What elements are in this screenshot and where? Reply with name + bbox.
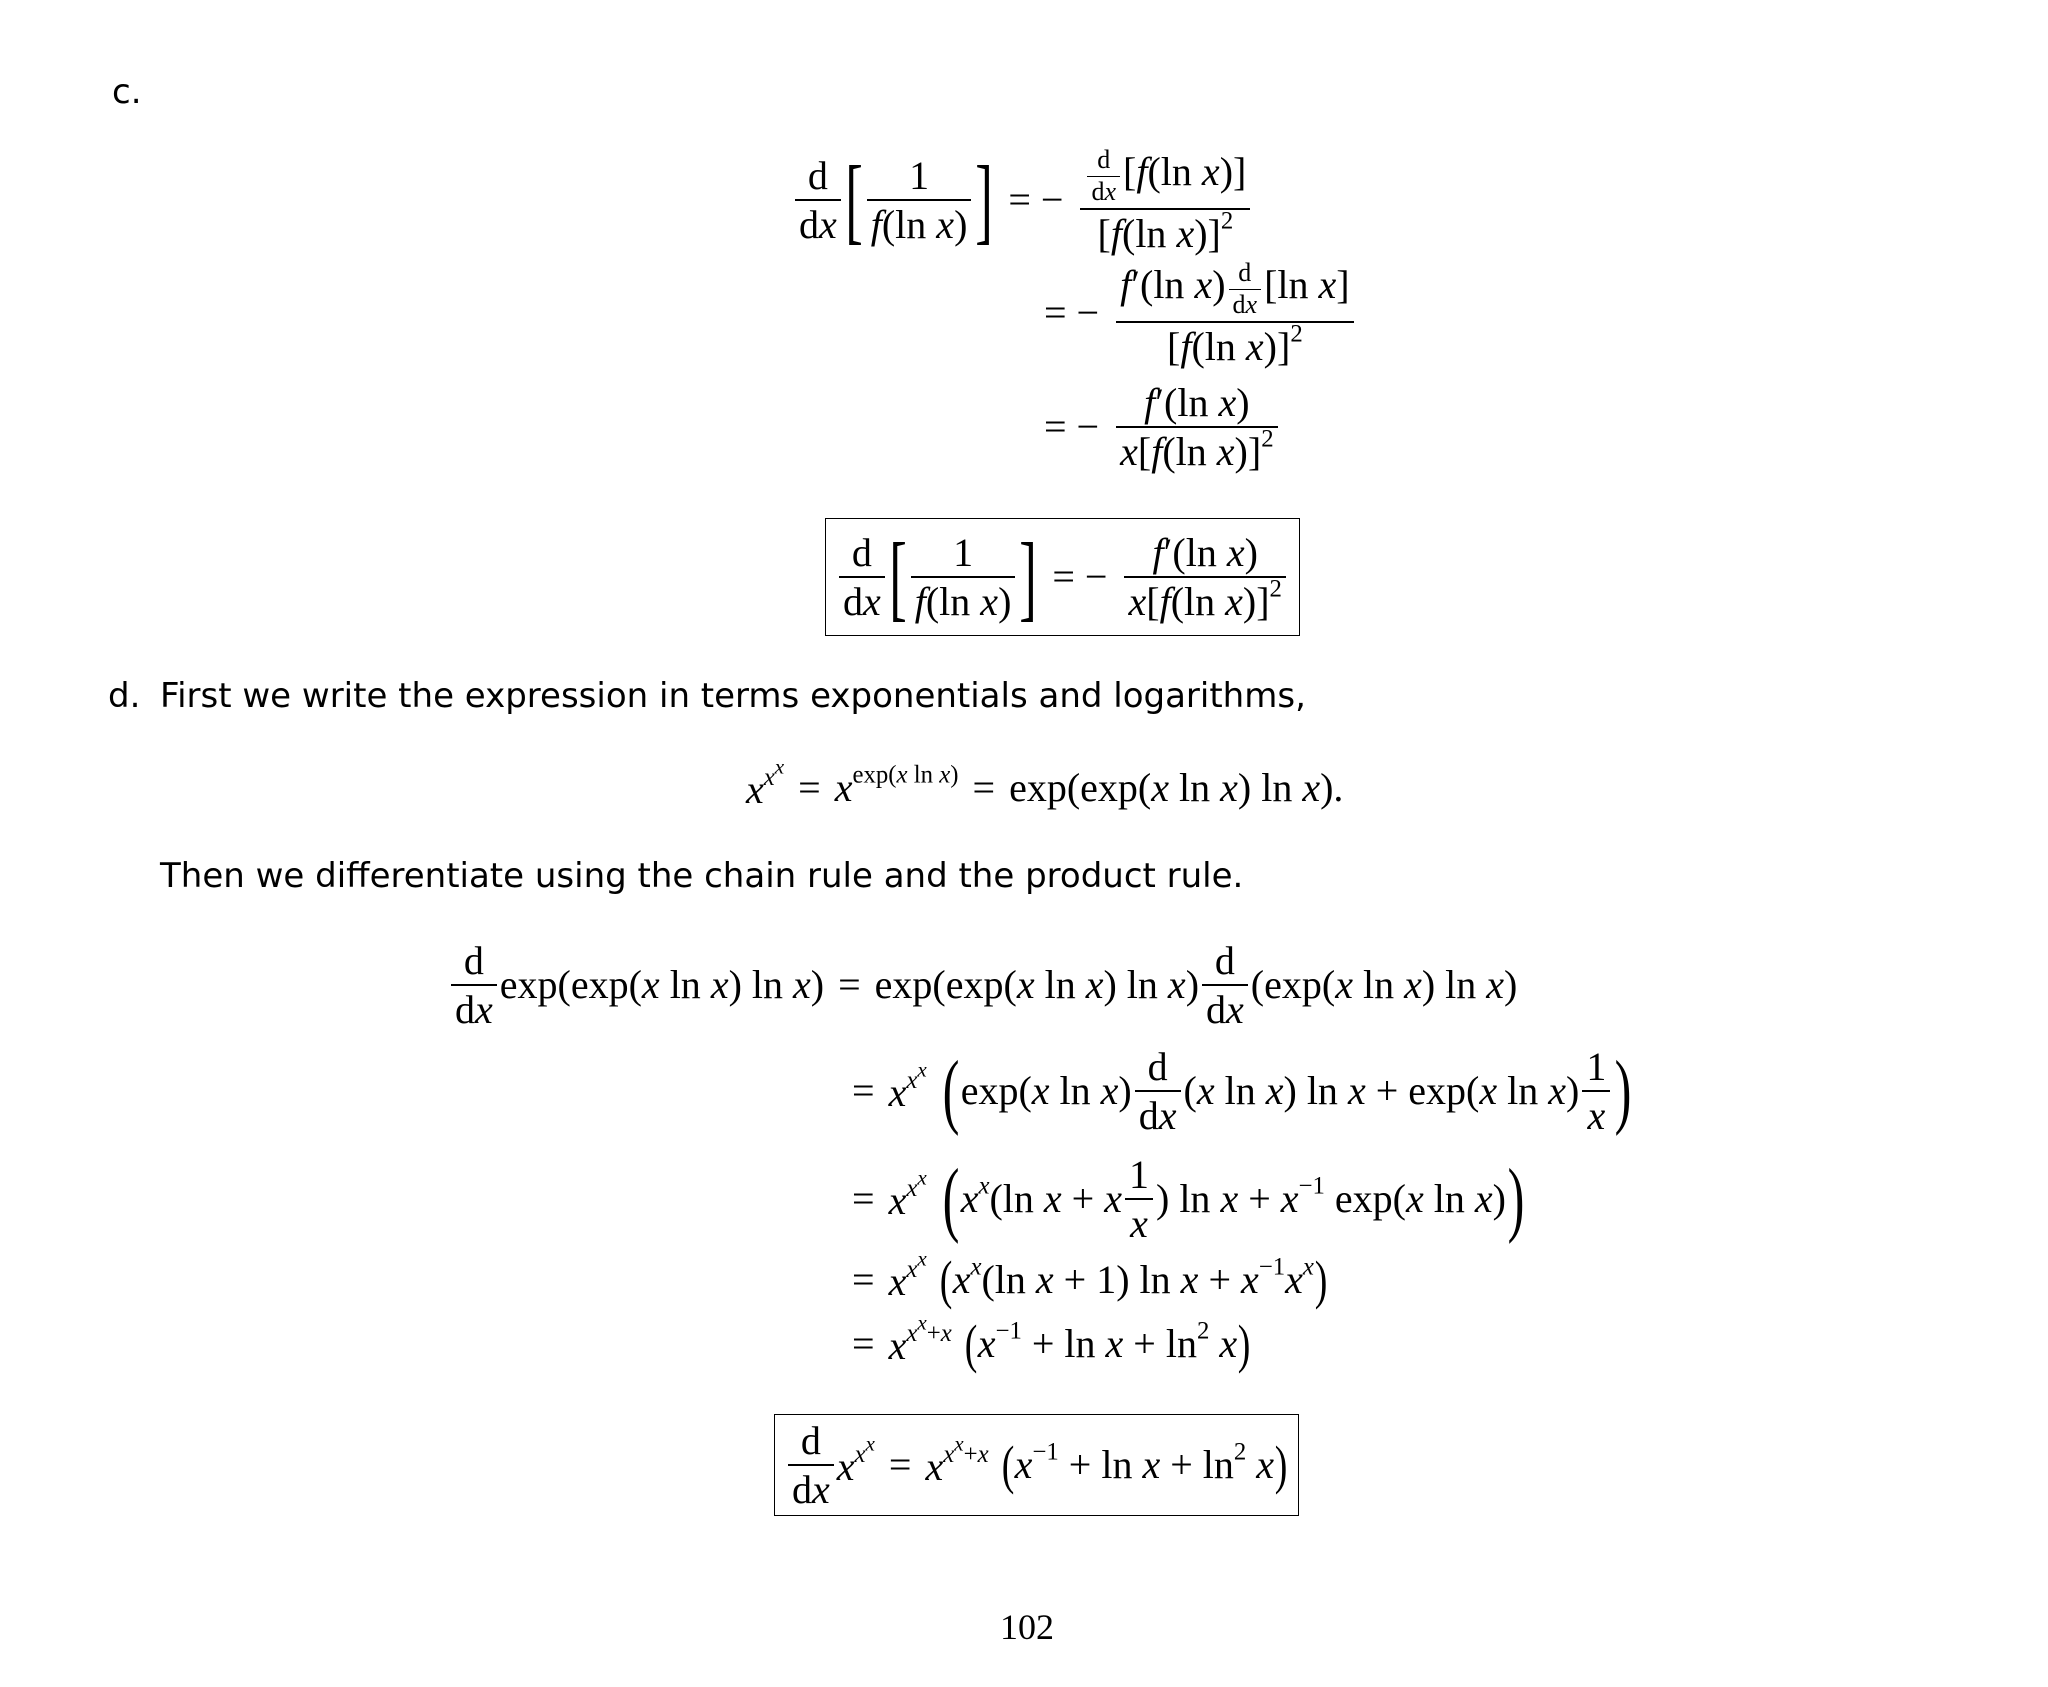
part-d-label: d. xyxy=(108,676,141,716)
d-rewrite-equation: $x^{x^x}$ = $x^{exp(x ln x)}$ = exp(exp(x ln x) ln x). xyxy=(746,753,1344,813)
part-d-then-text: Then we differentiate using the chain rule and the product rule. xyxy=(160,856,1244,896)
page-number: 102 xyxy=(1000,1607,1054,1647)
d-line-2: = $x^{x^x}$ ( exp(x ln x) $\frac{d}{dx}$ (x ln x) ln x + exp(x ln x) $\frac{1}{x}$ ) xyxy=(852,1043,1632,1138)
c-line-2: = − f′(ln x) $\frac{d}{dx}$ [ln x] [f(ln x)]$^2$ xyxy=(1030,258,1357,368)
c-boxed-result: $\frac{d}{dx}$ [ $\frac{1}{\text{f(ln x)}}$ ] = − $\frac{\text{f′(ln x)}}{x[f(\ln x)]^2}$ xyxy=(825,518,1300,636)
d-dx-operator: $\frac{d}{dx}$ xyxy=(795,156,841,245)
d-line-3: = $x^{x^x}$ ( $x^x(\ln$ x + x $\frac{1}{x}$ ) $\ln x + x^{-1}$ exp(x ln x) ) xyxy=(852,1151,1525,1246)
part-d-intro: First we write the expression in terms exponentials and logarithms, xyxy=(160,676,1306,716)
c-line-1: $\frac{d}{dx}$ [ $\frac{1}{\text{f(ln x)}}$ ] = − $\frac{d}{dx}$ [f(ln x)] [f(ln x)]$^2$ xyxy=(792,140,1253,260)
d-line-5: = $x^{x^x+x}$ ( $x^{-1} + \ln x + \ln^2 x$ ) xyxy=(852,1309,1251,1374)
part-c-label: c. xyxy=(112,72,142,112)
d-line-4: = $x^{x^x}$ ( $x^x(\ln$ x + 1) $\ln x + x^{-1}x^x$ ) xyxy=(852,1245,1328,1310)
d-line-1: $\frac{d}{dx}$ exp(exp(x ln x) ln x) = exp(exp(x ln x) ln x) $\frac{d}{dx}$ (exp(x ln x) ln x) xyxy=(448,930,1517,1040)
c-line-3: = − $\frac{\text{f′(ln x)}}{x[f(\ln x)]^2}$ xyxy=(1030,372,1281,482)
d-boxed-result: $\frac{d}{dx}$ $x^{x^x}$ = $x^{x^x+x}$ ( $x^{-1} + \ln x + \ln^2 x$ ) xyxy=(774,1414,1299,1516)
